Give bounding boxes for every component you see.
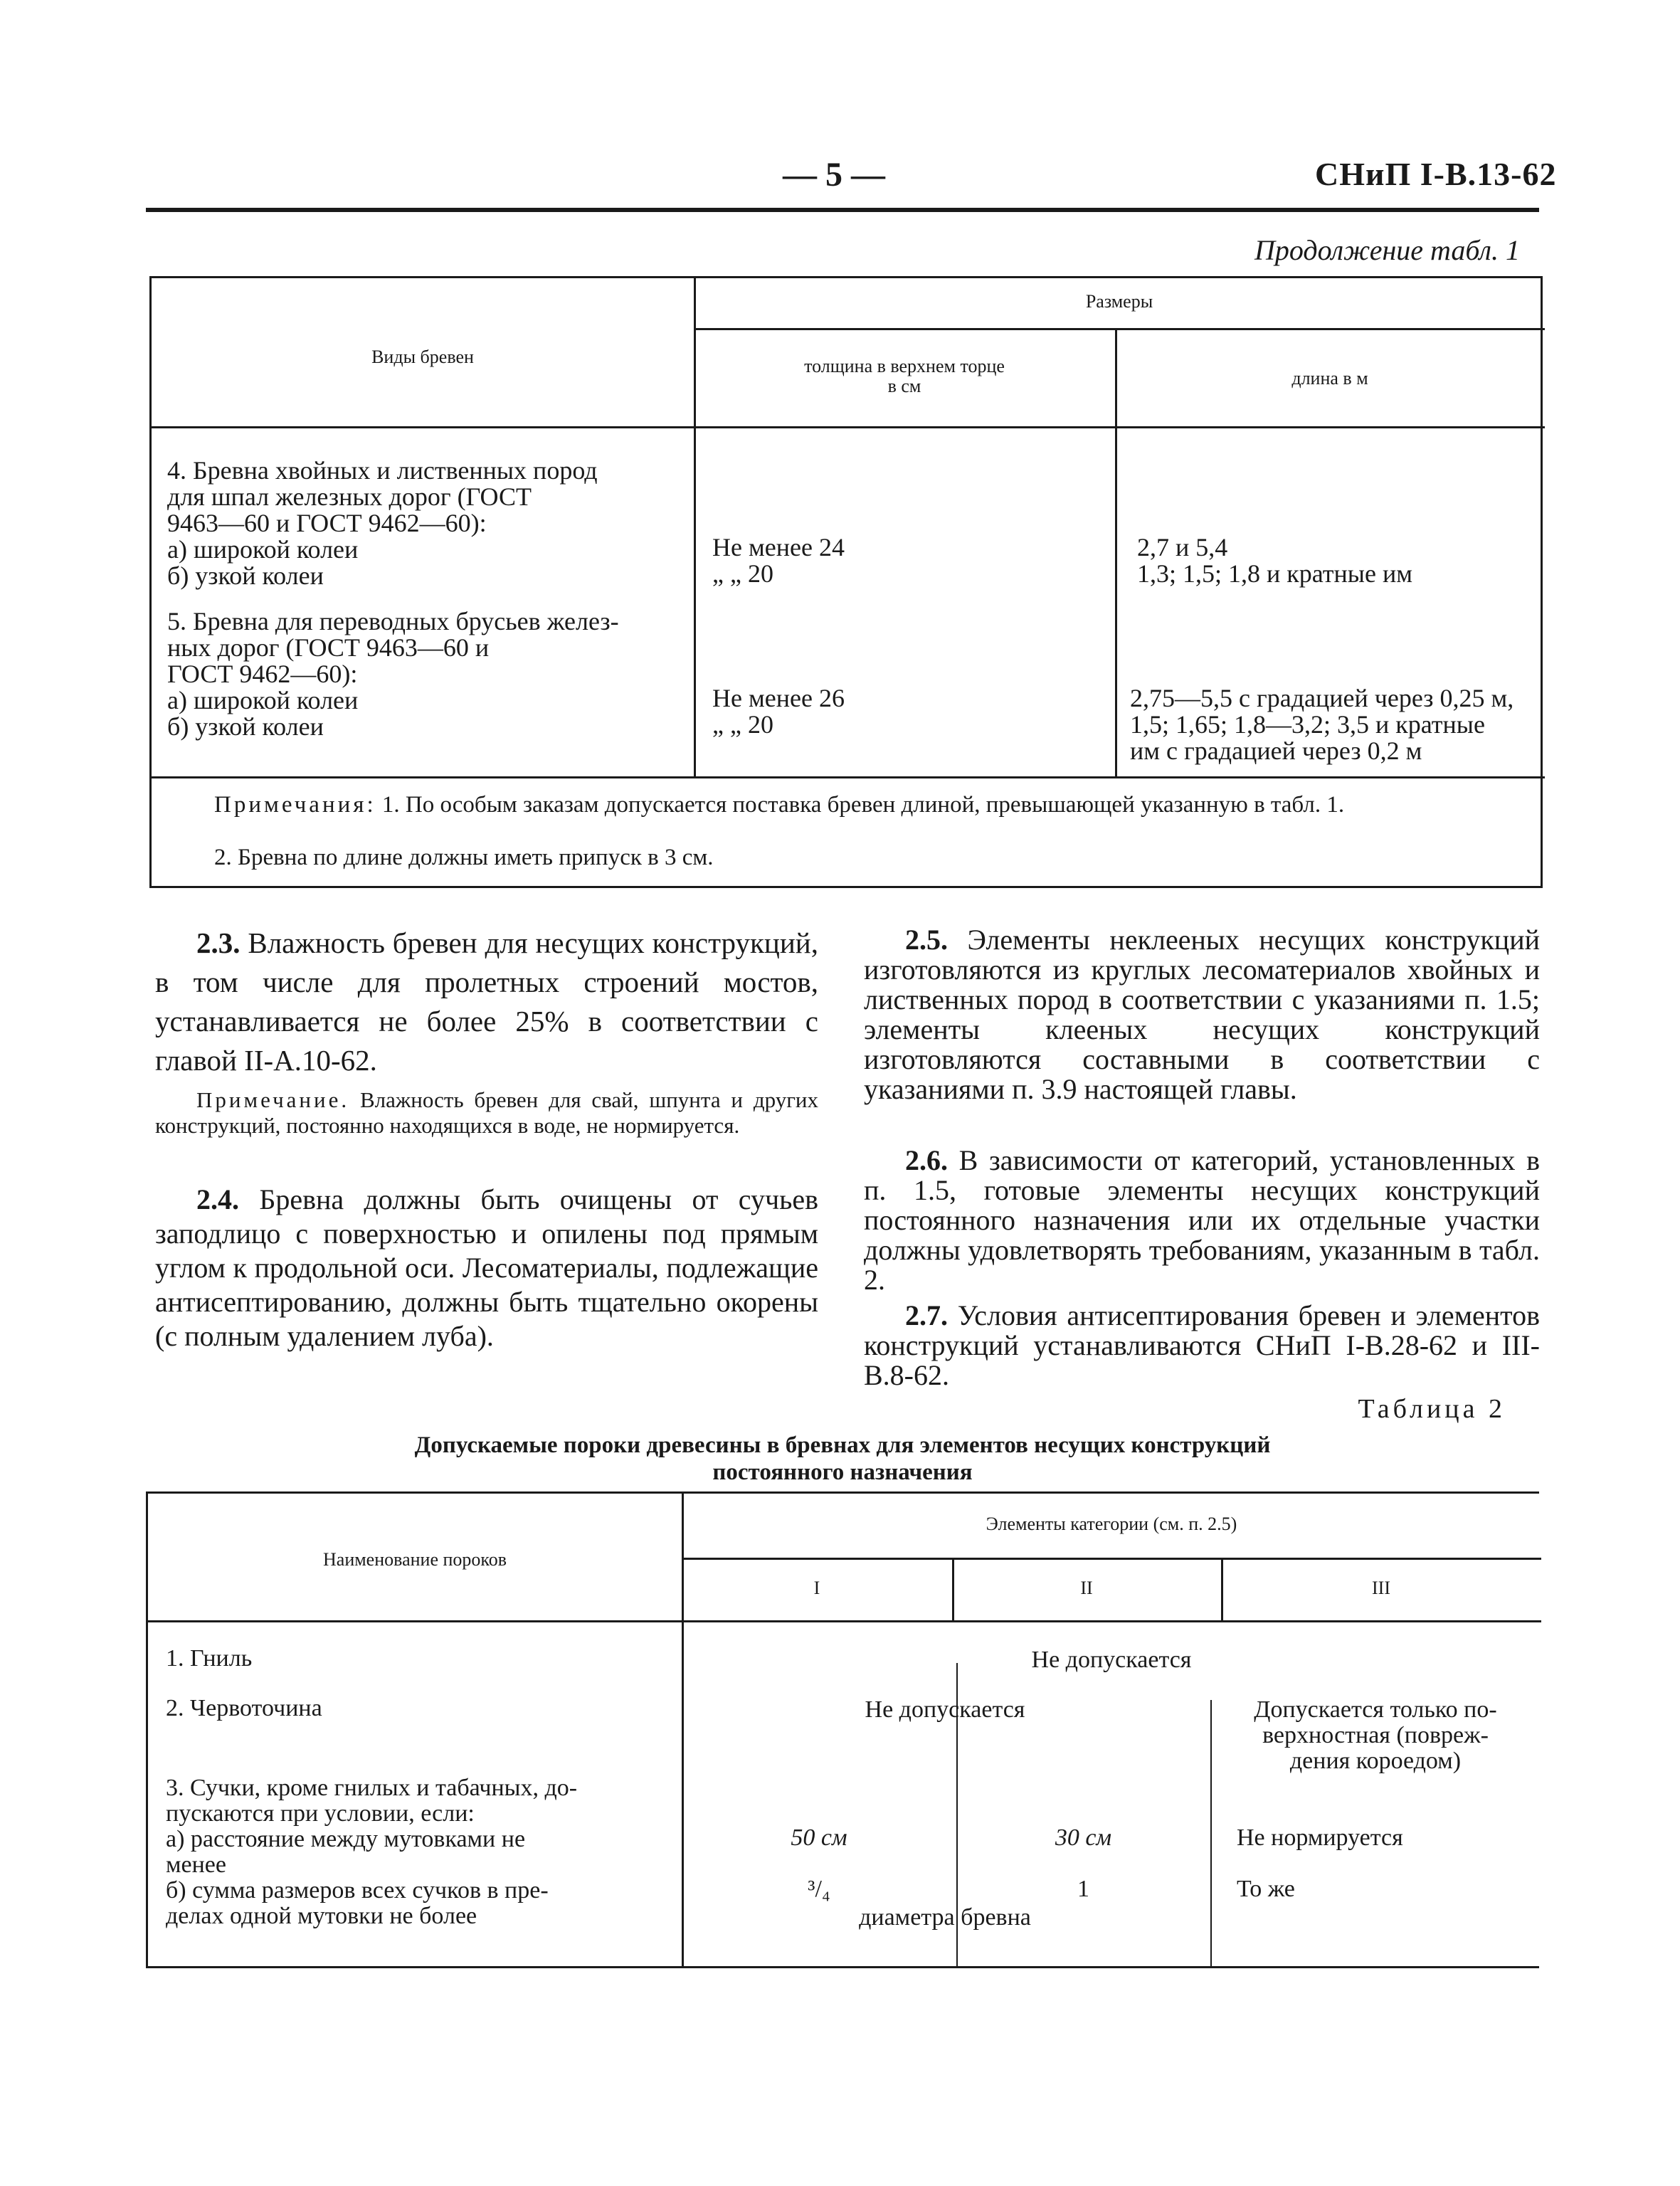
document-code: СНиП I-В.13-62 <box>1315 156 1557 192</box>
paragraph-text: В зависимости от категорий, установленных в п. 1.5, готовые элементы несущих конструкций постоянного назначения или их отдельные участки должны удовлетворять требованиям, указанным в табл. 2. <box>864 1144 1541 1296</box>
table-2-label: Таблица 2 <box>1358 1394 1506 1424</box>
row-3b-cat-3: То же <box>1237 1876 1295 1902</box>
row-3a-cat-1: 50 см <box>791 1825 847 1851</box>
paragraph-number: 2.4. <box>196 1183 239 1215</box>
paragraph-number: 2.3. <box>196 926 241 959</box>
table-1-note-2: 2. Бревна по длине должны иметь припуск в 3 см. <box>214 845 714 870</box>
paragraph-2-6 <box>864 1146 1540 1295</box>
col-header-defect-name: Наименование пороков <box>323 1549 507 1570</box>
paragraph-text: Условия антисептирования бревен и элементов конструкций устанавливаются СНиП I-В.28-62 и III-В.8-62. <box>864 1299 1541 1391</box>
row-3a-cat-2: 30 см <box>1055 1825 1112 1851</box>
row-3-name: 3. Сучки, кроме гнилых и табачных, до- пускаются при условии, если: а) расстояние между мутовками не менее б) сумма размеров всех сучков в пре- делах одной мутовки не более <box>166 1775 578 1929</box>
row-2-cat-1-2: Не допускается <box>865 1696 1025 1723</box>
note-1-text: 1. По особым заказам допускается поставка бревен длиной, превышающей указанную в табл. 1. <box>381 792 1345 818</box>
col-header-types: Виды бревен <box>371 347 474 367</box>
row-4-length: 2,7 и 5,4 1,3; 1,5; 1,8 и кратные им <box>1137 533 1413 588</box>
row-4-name: 4. Бревна хвойных и лиственных пород для шпал железных дорог (ГОСТ 9463—60 и ГОСТ 9462—60): а) широкой колеи б) узкой колеи <box>167 456 598 590</box>
table-2-title: Допускаемые пороки древесины в бревнах для элементов несущих конструкций постоянного назначения <box>414 1432 1271 1485</box>
paragraph-2-4 <box>155 1183 818 1353</box>
paragraph-2-5 <box>864 925 1540 1104</box>
table-continuation-label: Продолжение табл. 1 <box>1254 234 1520 266</box>
note-label: Примечание. <box>196 1087 350 1112</box>
paragraph-number: 2.6. <box>905 1144 948 1176</box>
paragraph-2-7 <box>864 1301 1540 1390</box>
row-3a-cat-3: Не нормируется <box>1237 1825 1403 1851</box>
note-text: Влажность бревен для свай, шпунта и других конструкций, постоянно находящихся в воде, не нормируется. <box>155 1087 818 1138</box>
row-2-cat-3: Допускается только по- верхностная (повреж- дения короедом) <box>1254 1696 1497 1774</box>
col-header-cat-3: III <box>1372 1578 1390 1598</box>
row-1-name: 1. Гниль <box>166 1645 253 1672</box>
row-1-all-categories: Не допускается <box>1031 1647 1192 1673</box>
paragraph-number: 2.7. <box>905 1299 948 1331</box>
row-5-name: 5. Бревна для переводных брусьев желез- ных дорог (ГОСТ 9463—60 и ГОСТ 9462—60): а) широкой колеи б) узкой колеи <box>167 607 619 741</box>
paragraph-text: Бревна должны быть очищены от сучьев заподлицо с поверхностью и опилены под прямым углом к продольной оси. Лесоматериалы, подлежащие антисептированию, должны быть тщательно окорены (с полным удалением луба). <box>155 1183 818 1352</box>
col-header-cat-2: II <box>1080 1578 1093 1598</box>
col-header-thickness: толщина в верхнем торце в см <box>804 356 1005 396</box>
paragraph-number: 2.5. <box>905 924 948 956</box>
page-number: — 5 — <box>783 156 885 194</box>
row-3b-cat-2: 1 <box>1077 1876 1089 1902</box>
col-header-length: длина в м <box>1291 368 1368 389</box>
notes-label: Примечания: <box>214 792 376 818</box>
col-header-categories: Элементы категории (см. п. 2.5) <box>986 1514 1237 1534</box>
paragraph-text: Влажность бревен для несущих конструкций, в том числе для пролетных строений мостов, устанавливается не более 25% в соответствии с главой II-А.10-62. <box>155 926 818 1077</box>
paragraph-2-3 <box>155 924 818 1080</box>
row-5-thickness: Не менее 26 „ „ 20 <box>712 684 845 739</box>
row-5-length: 2,75—5,5 с градацией через 0,25 м, 1,5; 1,65; 1,8—3,2; 3,5 и кратные им с градацией через 0,2 м <box>1130 684 1514 765</box>
moisture-note <box>155 1087 818 1139</box>
table-2 <box>146 1491 1539 1968</box>
paragraph-text: Элементы неклееных несущих конструкций изготовляются из круглых лесоматериалов хвойных и лиственных пород в соответствии с указаниями п. 1.5; элементы клееных несущих конструкций изготовляются составными в соответствии с указаниями п. 3.9 настоящей главы. <box>864 924 1540 1105</box>
row-4-thickness: Не менее 24 „ „ 20 <box>712 533 845 588</box>
table-1 <box>149 276 1543 888</box>
table-1-note-1 <box>166 792 1525 818</box>
header-rule <box>146 208 1539 212</box>
col-header-sizes: Размеры <box>1085 291 1153 312</box>
row-2-name: 2. Червоточина <box>166 1695 322 1721</box>
row-3b-unit: диаметра бревна <box>859 1904 1031 1931</box>
row-3b-cat-1: ³/₄ <box>808 1876 830 1902</box>
col-header-cat-1: I <box>813 1578 820 1598</box>
